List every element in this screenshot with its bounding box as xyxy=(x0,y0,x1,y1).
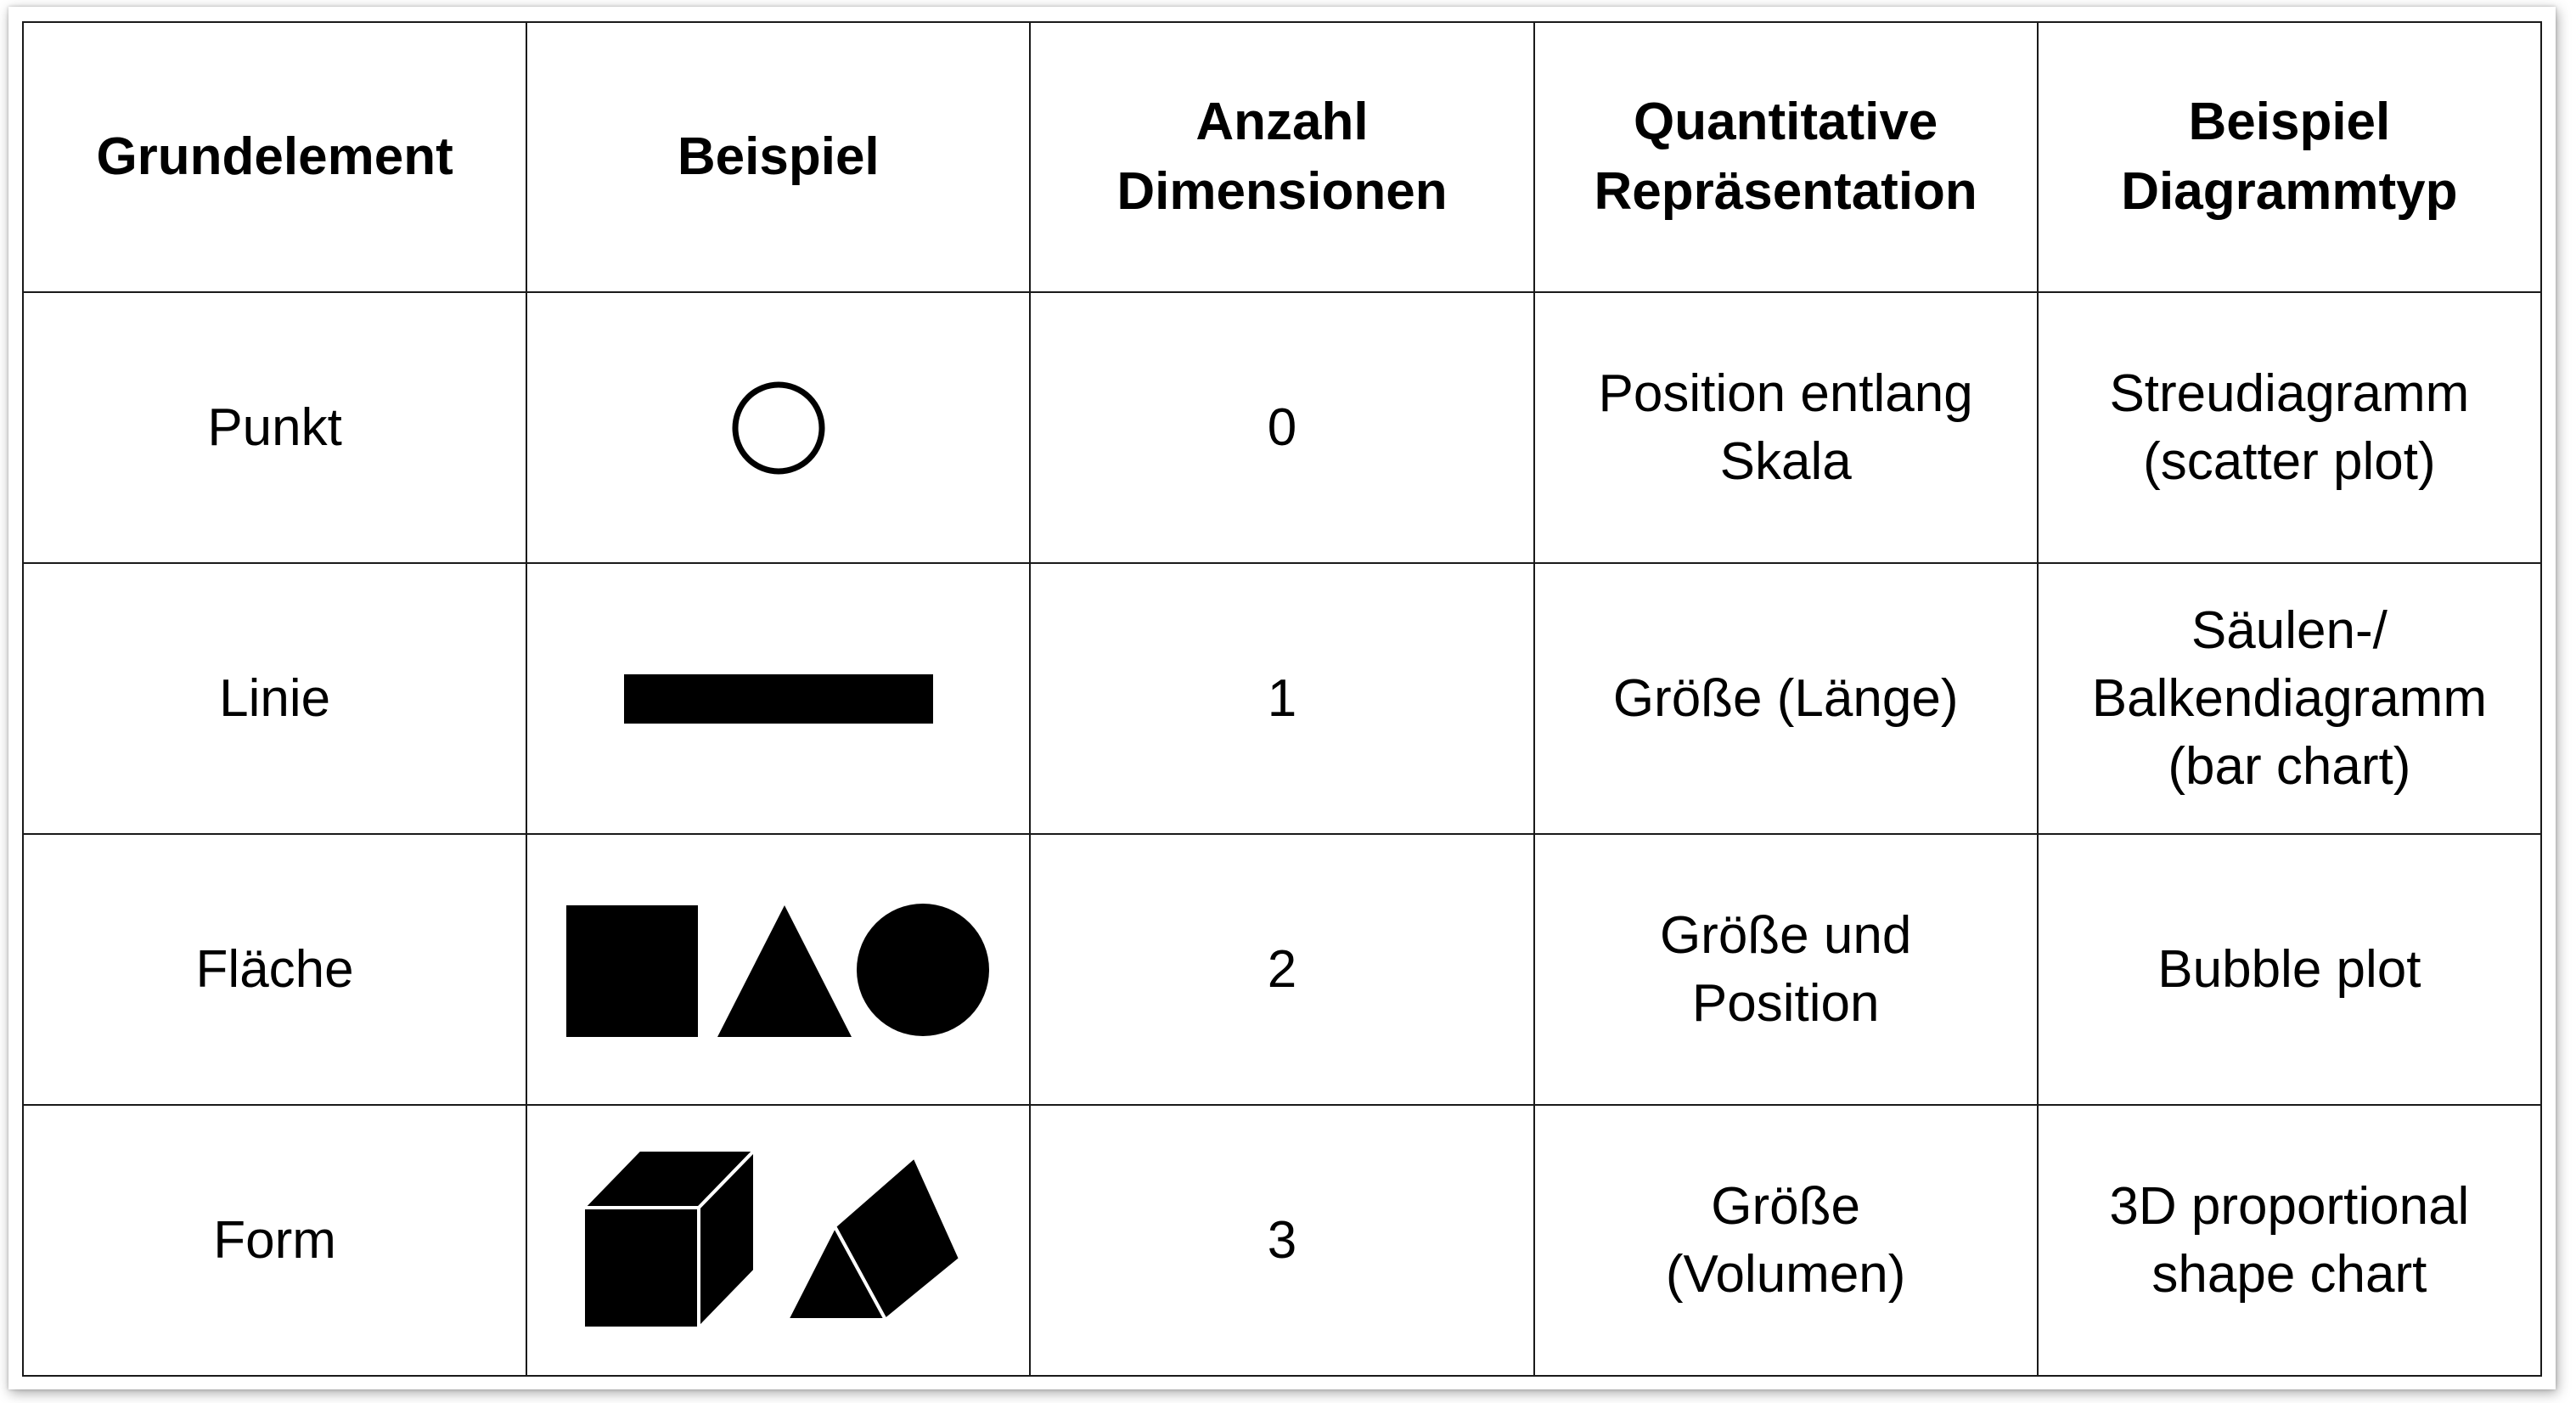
header-beispiel: Beispiel xyxy=(526,22,1030,292)
visual-elements-table xyxy=(22,21,2542,1377)
cell-representation: Größe und Position xyxy=(1534,834,2038,1105)
cell-dimensions: 2 xyxy=(1030,834,1533,1105)
header-anzahl-dimensionen: Anzahl Dimensionen xyxy=(1030,22,1533,292)
cell-example xyxy=(526,292,1030,563)
cell-element: Punkt xyxy=(23,292,526,563)
triangular-prism-icon xyxy=(787,1157,960,1320)
cell-example xyxy=(526,563,1030,834)
cell-representation: Größe (Volumen) xyxy=(1534,1105,2038,1376)
table-row xyxy=(23,563,2541,834)
cell-dimensions: 3 xyxy=(1030,1105,1533,1376)
cell-element: Fläche xyxy=(23,834,526,1105)
header-beispiel-diagrammtyp: Beispiel Diagrammtyp xyxy=(2038,22,2541,292)
cube-icon xyxy=(583,1150,755,1328)
cell-chart-type: 3D proportional shape chart xyxy=(2038,1105,2541,1376)
cell-chart-type: Streudiagramm (scatter plot) xyxy=(2038,292,2541,563)
square-icon xyxy=(566,905,698,1037)
table-row xyxy=(23,834,2541,1105)
table-row xyxy=(23,292,2541,563)
table-card xyxy=(8,7,2556,1389)
header-quantitative-repraesentation: Quantitative Repräsentation xyxy=(1534,22,2038,292)
cell-dimensions: 1 xyxy=(1030,563,1533,834)
cell-chart-type: Bubble plot xyxy=(2038,834,2541,1105)
cell-chart-type: Säulen-/ Balkendiagramm (bar chart) xyxy=(2038,563,2541,834)
circle-outline-icon xyxy=(728,377,830,479)
cell-representation: Position entlang Skala xyxy=(1534,292,2038,563)
filled-circle-icon xyxy=(857,904,989,1036)
cell-dimensions: 0 xyxy=(1030,292,1533,563)
cell-example xyxy=(526,834,1030,1105)
line-bar-icon xyxy=(624,674,933,724)
area-shapes-group xyxy=(566,902,991,1038)
header-grundelement: Grundelement xyxy=(23,22,526,292)
volume-shapes-group xyxy=(583,1150,974,1332)
table-row xyxy=(23,1105,2541,1376)
triangle-icon xyxy=(717,905,852,1037)
cell-example xyxy=(526,1105,1030,1376)
cell-representation: Größe (Länge) xyxy=(1534,563,2038,834)
cell-element: Linie xyxy=(23,563,526,834)
cell-element: Form xyxy=(23,1105,526,1376)
table-header-row xyxy=(23,22,2541,292)
